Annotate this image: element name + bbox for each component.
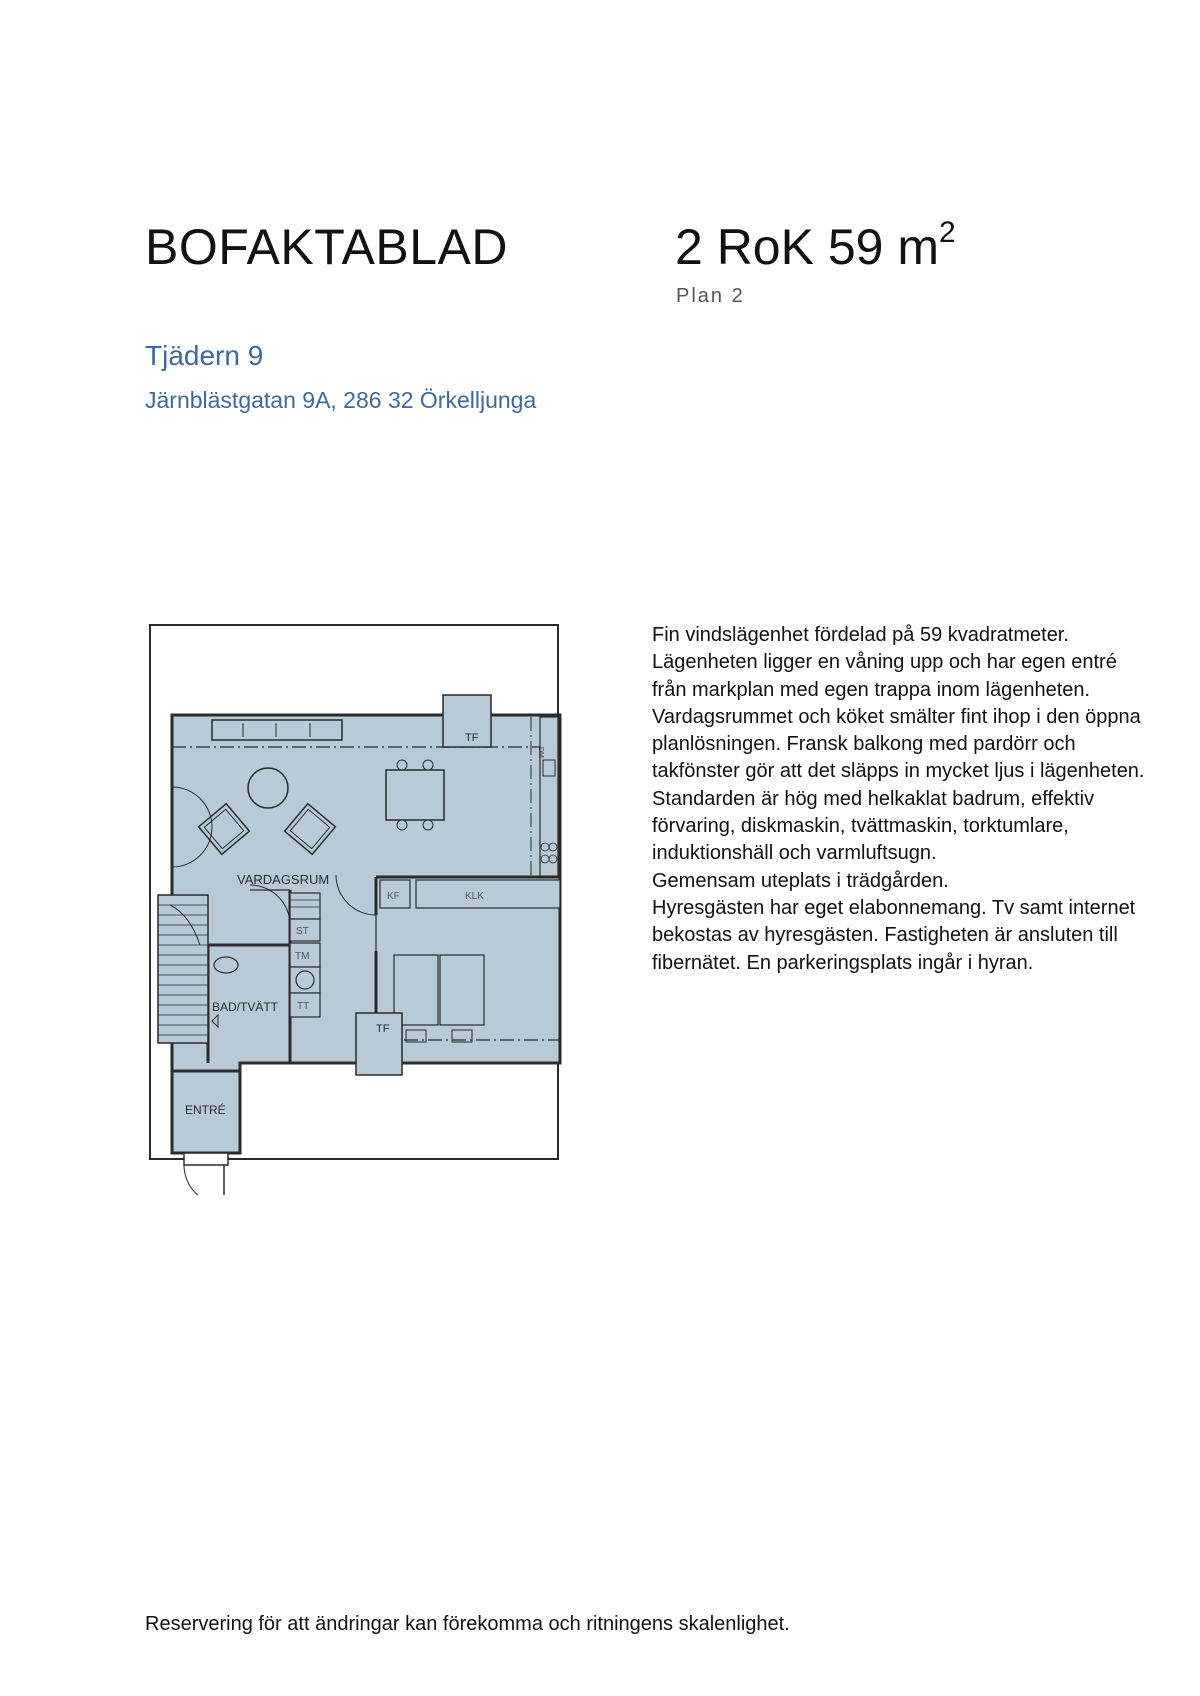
wardrobe-label: KLK — [465, 891, 484, 902]
entrance-step — [184, 1153, 228, 1165]
dining-table — [386, 770, 444, 820]
entrance-label: ENTRÉ — [185, 1103, 226, 1117]
floor-plan — [140, 615, 580, 1195]
skylight-top-label: TF — [465, 732, 479, 744]
dining-chair — [423, 820, 433, 830]
description-paragraph: Hyresgästen har eget elabonnemang. Tv samt internet bekostas av hyresgästen. Fastigheten är ansluten till fibernätet. En parkeringsplats ingår i hyran. — [652, 896, 1136, 974]
bathroom-label: BAD/TVÄTT — [212, 1000, 279, 1014]
apartment-size — [675, 218, 956, 276]
staircase — [158, 895, 208, 1043]
apartment-size-text: 2 RoK 59 m — [675, 219, 940, 275]
dishwasher-label: DM — [537, 747, 544, 758]
entrance-door-swing — [184, 1165, 224, 1195]
fridge-label: KF — [387, 891, 400, 902]
kitchen-counter — [540, 717, 558, 877]
dining-chair — [423, 760, 433, 770]
floor-level: Plan 2 — [676, 285, 745, 307]
property-name: Tjädern 9 — [145, 340, 264, 371]
floor-plan-drawing — [140, 615, 580, 1195]
skylight-bottom-label: TF — [376, 1023, 390, 1035]
page-title: BOFAKTABLAD — [145, 219, 509, 275]
storage-shelf — [290, 893, 320, 919]
storage-label: ST — [296, 926, 309, 937]
tumble-dryer-label: TM — [295, 951, 310, 962]
washing-machine-label: TT — [297, 1001, 310, 1012]
dining-chair — [397, 760, 407, 770]
apartment-description — [652, 622, 1152, 977]
living-room-label: VARDAGSRUM — [237, 872, 330, 887]
description-paragraph: Fin vindslägenhet fördelad på 59 kvadratmeter. Lägenheten ligger en våning upp och har egen entré från markplan med egen trappa inom lägenheten. Vardagsrummet och köket smälter fint ihop i den öppna planlösningen. Fransk balkong med pardörr och takfönster gör att det släpps in mycket ljus i lägenheten. Standarden är hög med helkaklat badrum, effektiv förvaring, diskmaskin, tvättmaskin, torktumlare, induktionshäll och varmluftsugn. — [652, 624, 1145, 865]
description-paragraph: Gemensam uteplats i trädgården. — [652, 869, 949, 892]
coffee-table — [248, 768, 288, 808]
footer-disclaimer: Reservering för att ändringar kan förekomma och ritningens skalenlighet. — [145, 1613, 790, 1635]
dining-chair — [397, 820, 407, 830]
property-address: Järnblästgatan 9A, 286 32 Örkelljunga — [145, 387, 537, 413]
bed-right — [440, 955, 484, 1025]
sofa — [212, 720, 342, 740]
wardrobe — [416, 880, 560, 908]
area-unit-superscript: 2 — [939, 216, 956, 250]
toilet — [214, 957, 238, 973]
